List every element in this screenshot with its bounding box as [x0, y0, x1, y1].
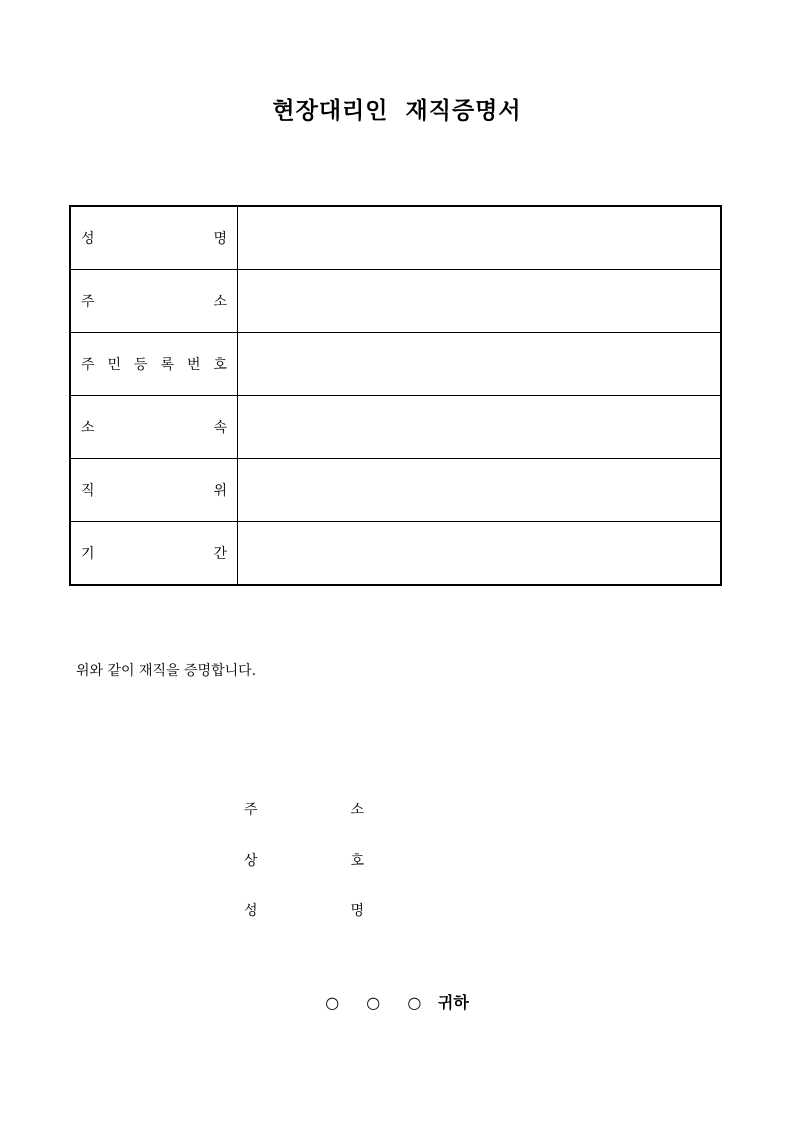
- addressee-placeholder: ○ ○ ○: [325, 993, 433, 1012]
- value-address[interactable]: [238, 270, 722, 333]
- addressee-suffix: 귀하: [437, 993, 469, 1012]
- addressee-line: [0, 990, 794, 1013]
- value-resident-number[interactable]: [238, 333, 722, 396]
- value-name[interactable]: [238, 206, 722, 270]
- info-table: [69, 205, 722, 586]
- table-row: [70, 206, 721, 270]
- label-affiliation: 소 속: [70, 396, 238, 459]
- label-position: 직 위: [70, 459, 238, 522]
- table-row: [70, 459, 721, 522]
- table-row: [70, 333, 721, 396]
- value-affiliation[interactable]: [238, 396, 722, 459]
- table-row: [70, 522, 721, 586]
- value-period[interactable]: [238, 522, 722, 586]
- value-position[interactable]: [238, 459, 722, 522]
- label-address: 주 소: [70, 270, 238, 333]
- signature-address: 주 소: [244, 802, 364, 818]
- table-row: [70, 270, 721, 333]
- signature-name: 성 명: [244, 903, 364, 919]
- label-period: 기 간: [70, 522, 238, 586]
- label-name: 성 명: [70, 206, 238, 270]
- label-resident-number: 주 민 등 록 번 호: [70, 333, 238, 396]
- table-row: [70, 396, 721, 459]
- certification-statement: 위와 같이 재직을 증명합니다.: [76, 663, 257, 679]
- document-title: 현장대리인 재직증명서: [272, 97, 522, 124]
- signature-company: 상 호: [244, 853, 364, 869]
